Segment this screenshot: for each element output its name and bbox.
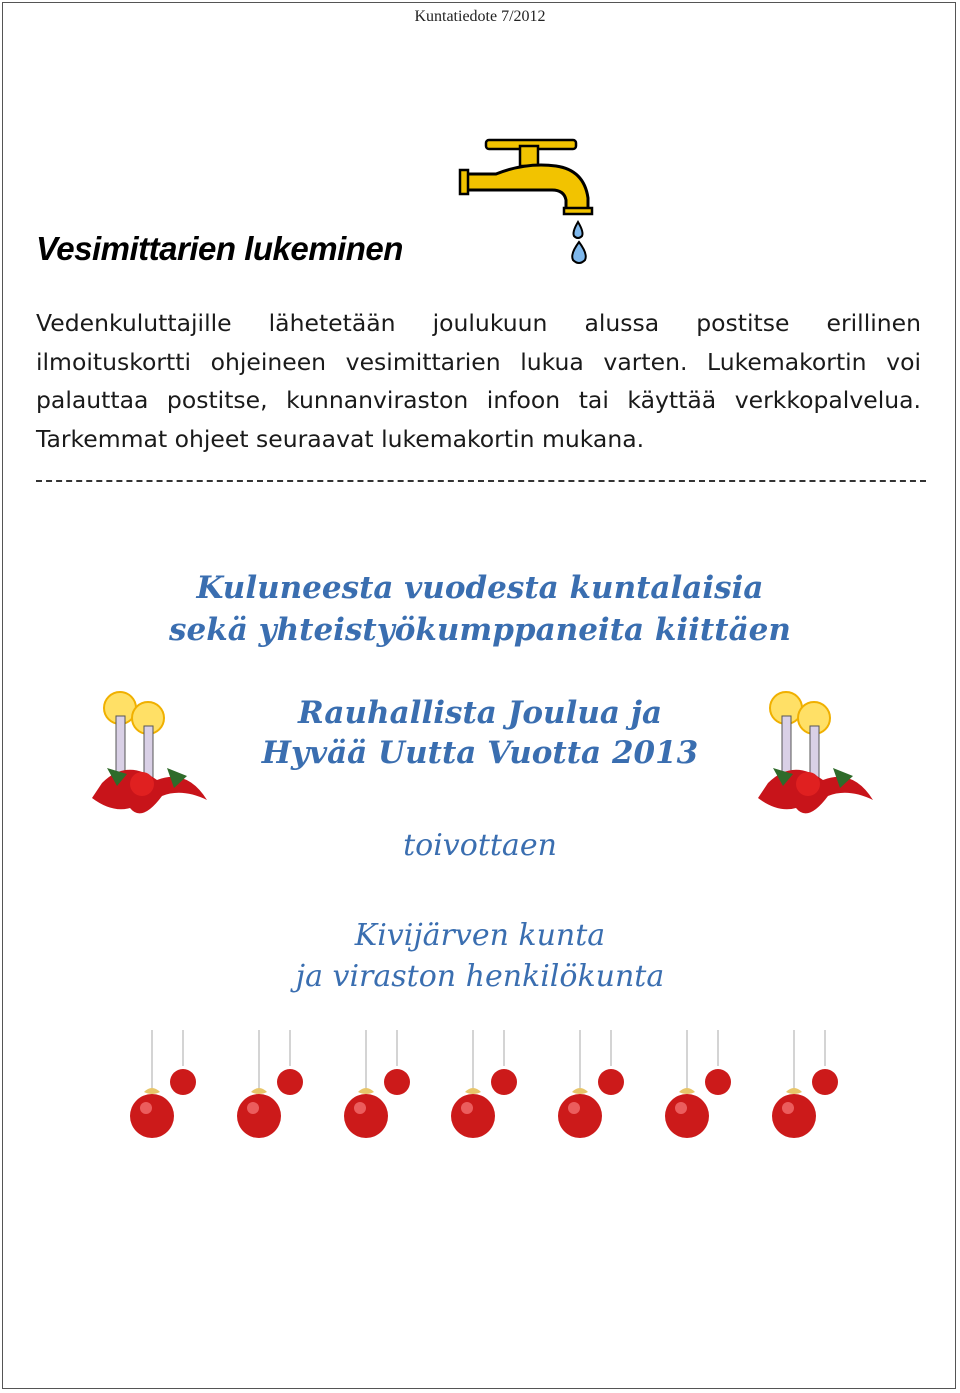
article-title: Vesimittarien lukeminen [36,230,403,267]
greeting-line-3: Rauhallista Joulua ja [297,695,663,731]
article-body: Vedenkuluttajille lähetetään joulukuun alussa postitse erillinen ilmoituskortti ohjeineen vesimittarien lukua varten. Lukemakortin voi palauttaa postitse, kunnanviraston infoon tai käyttää verkkopalvelua. Tarkemmat ohjeet seuraavat lukemakortin mukana. [36,309,921,453]
dashed-divider [36,480,926,482]
greeting-line-5: toivottaen [403,828,557,863]
greeting-line-6: Kivijärven kunta [354,918,606,953]
christmas-ornament-icon [128,1030,206,1148]
christmas-ornament-icon [342,1030,420,1148]
ornament-row [128,1030,848,1148]
greeting-line-1: Kuluneesta vuodesta kuntalaisia [196,570,764,606]
water-faucet-icon [456,132,601,272]
greeting-line-2: sekä yhteistyökumppaneita kiittäen [169,612,791,648]
christmas-ornament-icon [556,1030,634,1148]
christmas-ornament-icon [235,1030,313,1148]
page-header: Kuntatiedote 7/2012 [414,8,546,25]
christmas-ornament-icon [449,1030,527,1148]
christmas-ornament-icon [770,1030,848,1148]
greeting-line-4: Hyvää Uutta Vuotta 2013 [261,735,699,771]
greeting-line-7: ja viraston henkilökunta [295,959,665,994]
christmas-ornament-icon [663,1030,741,1148]
